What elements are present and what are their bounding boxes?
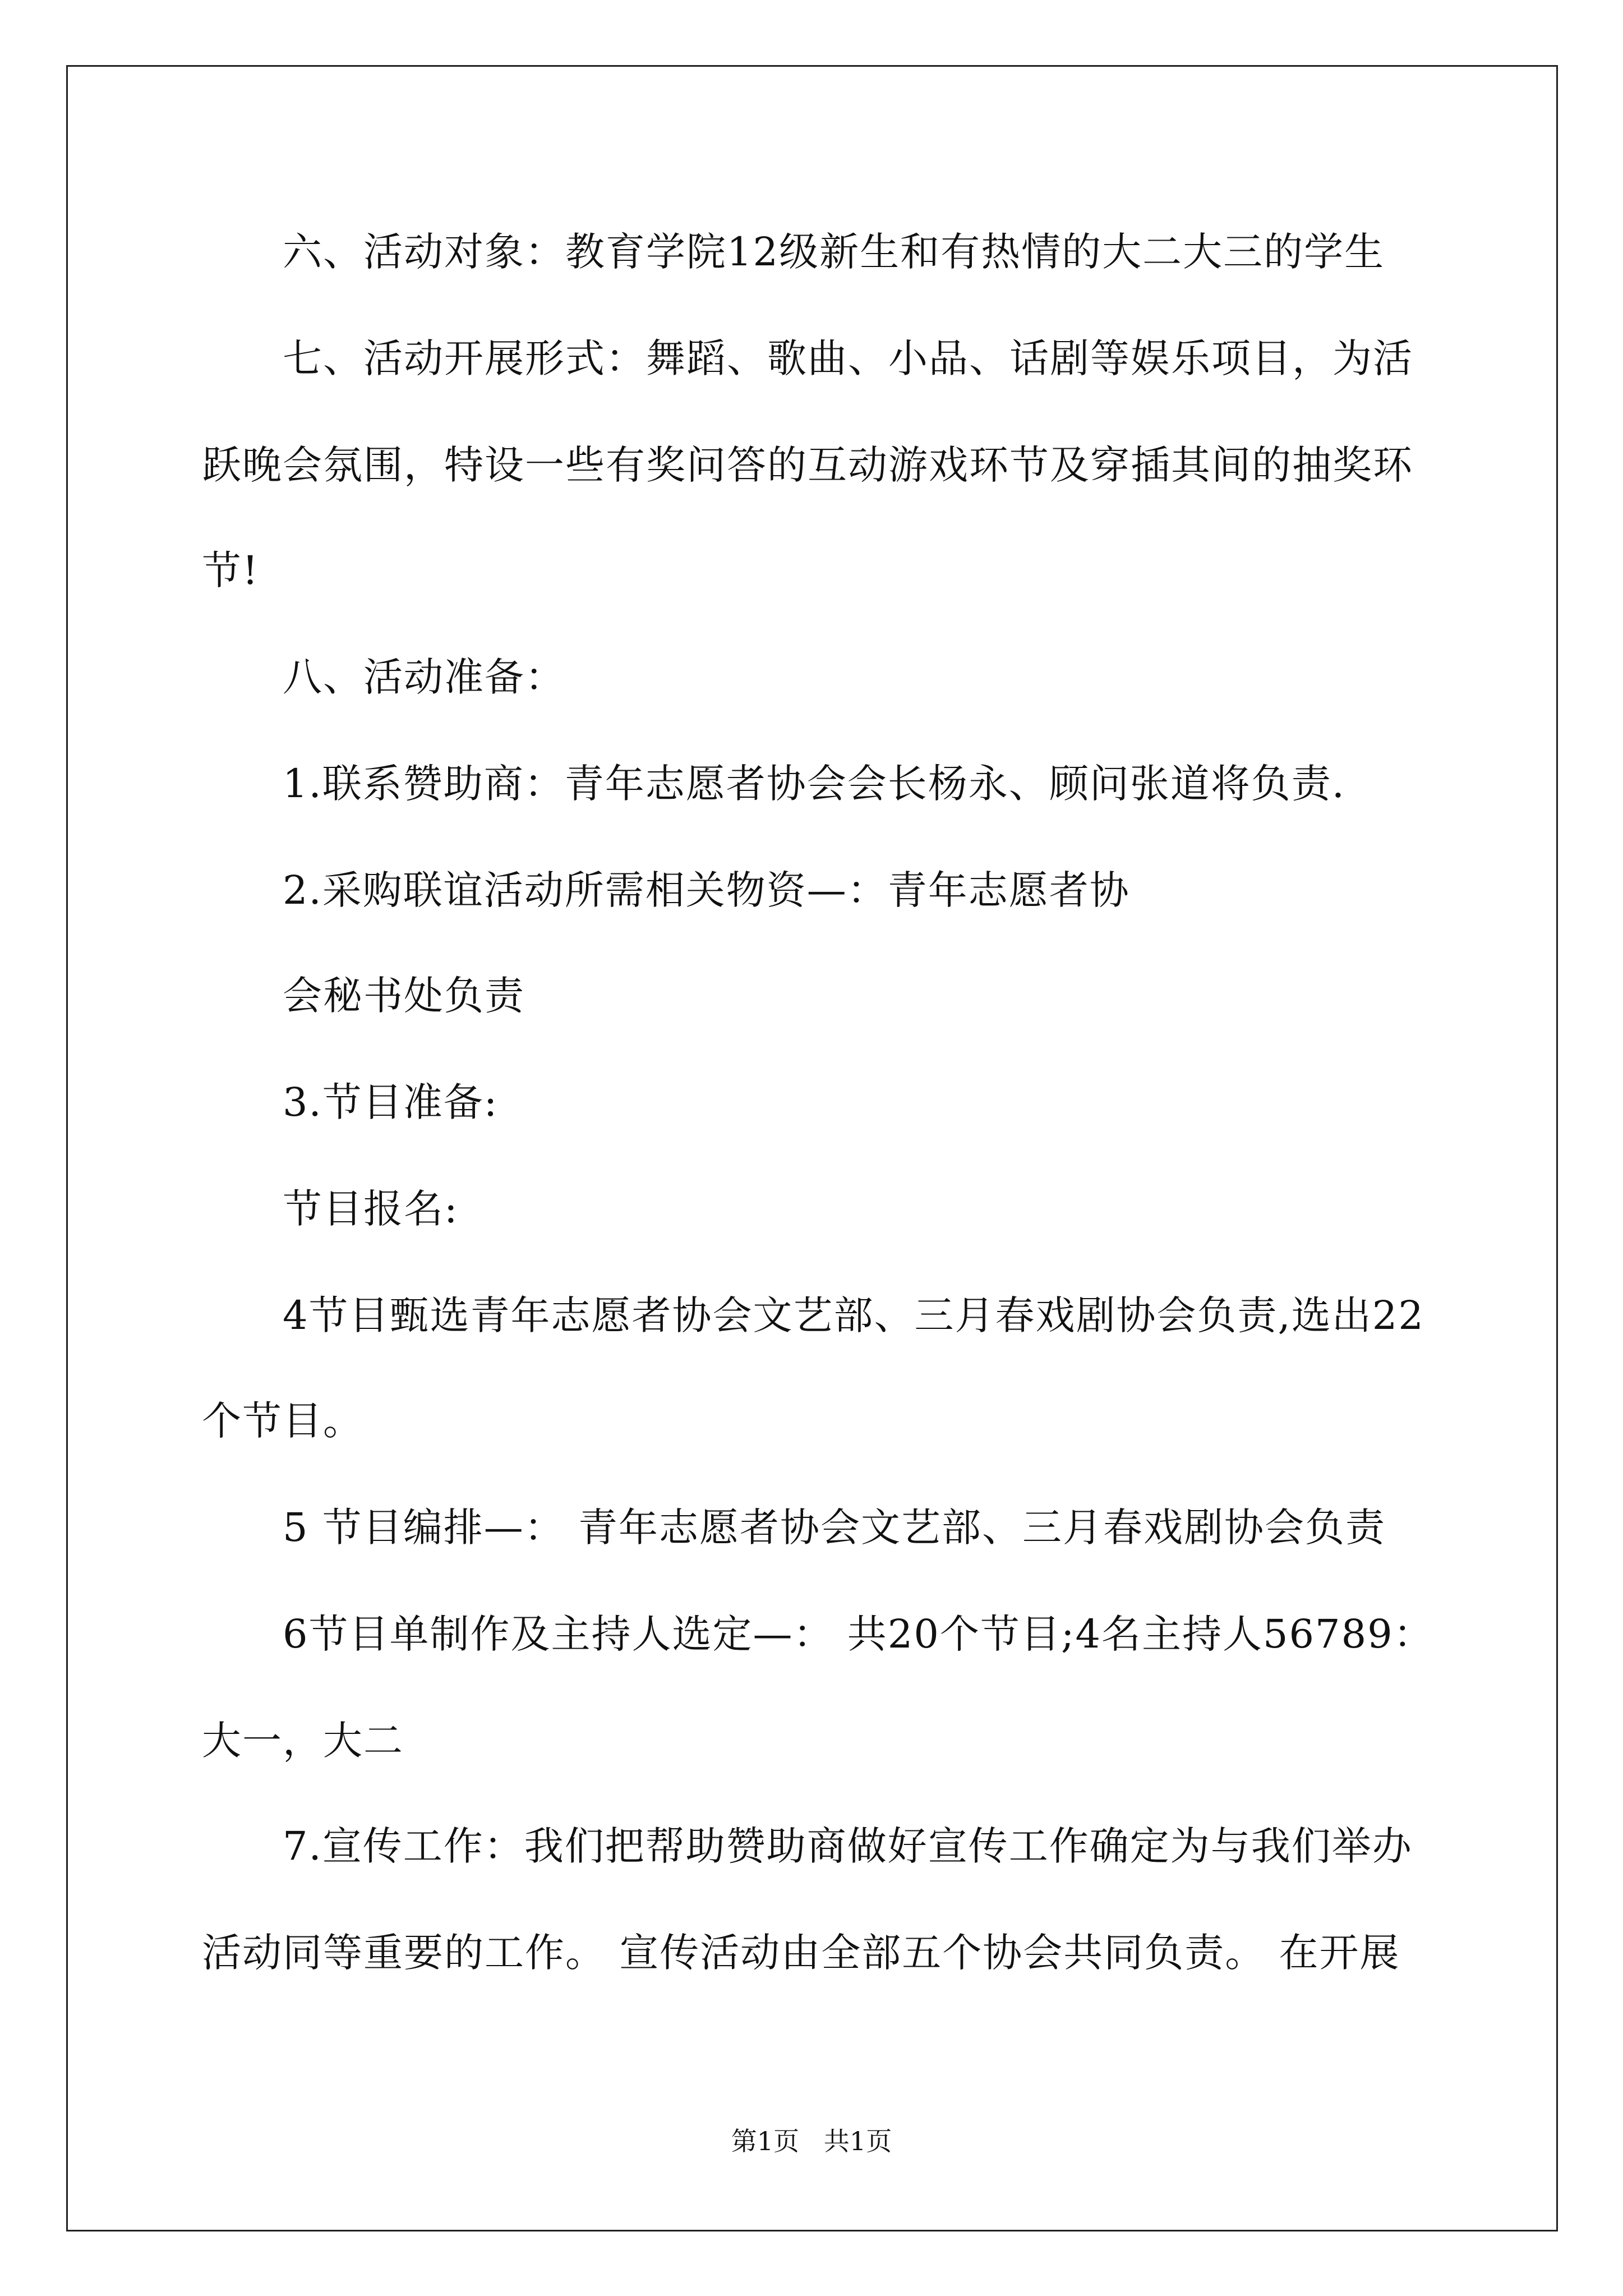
text-line: 5 节目编排—： 青年志愿者协会文艺部、三月春戏剧协会负责 bbox=[283, 1504, 1386, 1550]
text-line: 1.联系赞助商：青年志愿者协会会长杨永、顾问张道将负责. bbox=[283, 761, 1346, 807]
text-line: 跃晚会氛围，特设一些有奖问答的互动游戏环节及穿插其间的抽奖环 bbox=[202, 442, 1413, 488]
page-footer: 第1页 共1页 bbox=[731, 2126, 892, 2156]
text-line: 4节目甄选青年志愿者协会文艺部、三月春戏剧协会负责,选出22 bbox=[283, 1292, 1424, 1338]
text-line: 2.采购联谊活动所需相关物资—：青年志愿者协 bbox=[283, 867, 1130, 913]
page-border bbox=[66, 65, 1558, 2231]
text-line: 活动同等重要的工作。 宣传活动由全部五个协会共同负责。 在开展 bbox=[202, 1930, 1400, 1976]
text-line: 节目报名: bbox=[283, 1186, 459, 1232]
text-line: 节! bbox=[202, 547, 260, 593]
text-line: 七、活动开展形式：舞蹈、歌曲、小品、话剧等娱乐项目，为活 bbox=[283, 335, 1413, 381]
text-line: 会秘书处负责 bbox=[283, 973, 525, 1019]
text-line: 7.宣传工作：我们把帮助赞助商做好宣传工作确定为与我们举办 bbox=[283, 1823, 1413, 1869]
text-line: 3.节目准备: bbox=[283, 1079, 499, 1125]
text-line: 大一，大二 bbox=[202, 1718, 404, 1764]
text-line: 八、活动准备： bbox=[283, 654, 565, 700]
text-line: 6节目单制作及主持人选定—： 共20个节目;4名主持人56789： bbox=[283, 1611, 1434, 1657]
text-line: 六、活动对象：教育学院12级新生和有热情的大二大三的学生 bbox=[283, 229, 1385, 275]
text-line: 个节目。 bbox=[202, 1398, 363, 1444]
